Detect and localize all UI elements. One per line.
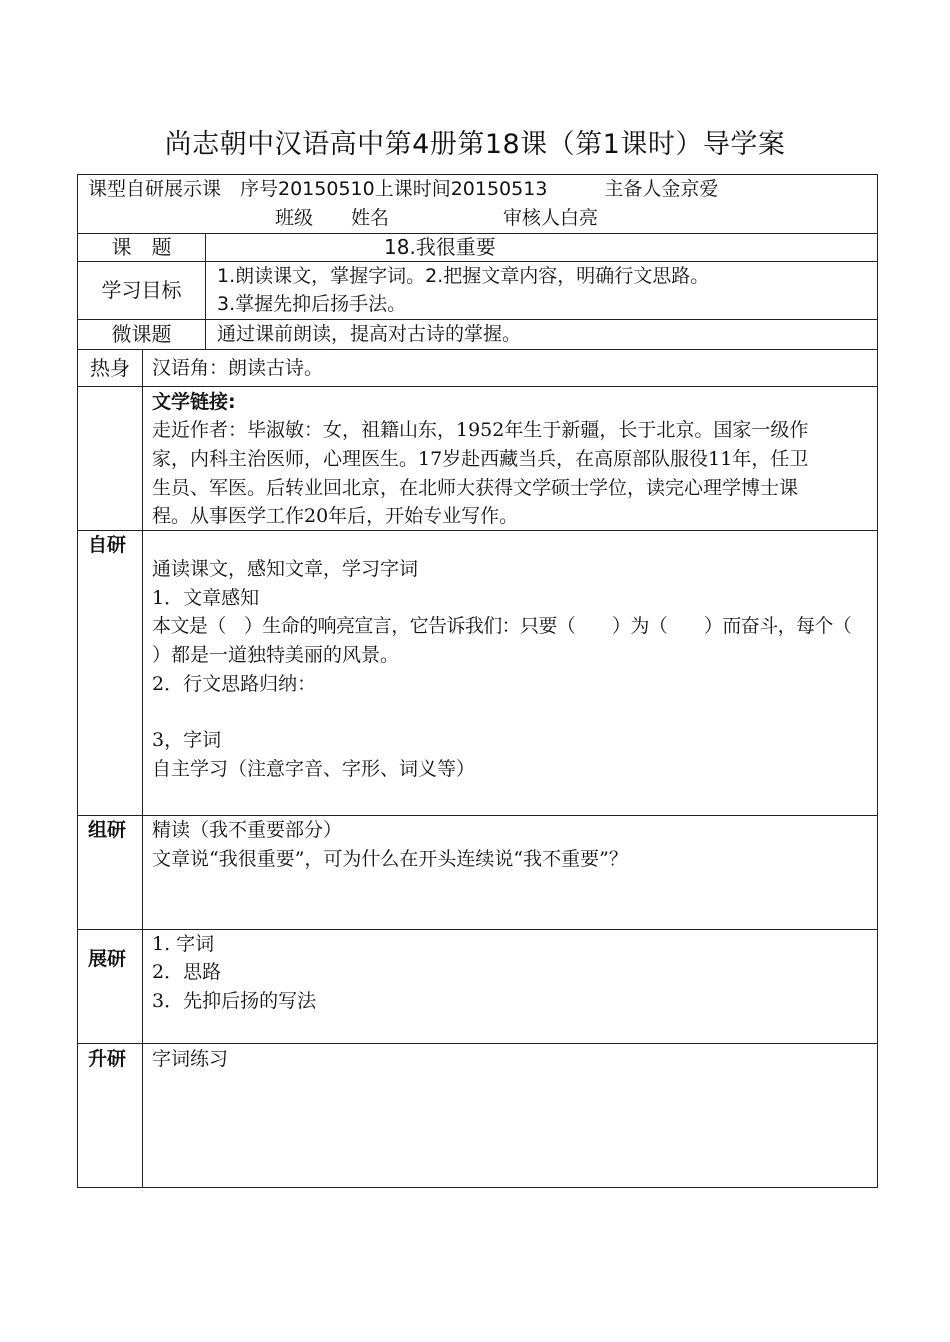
header-line-1: 课型自研展示课 序号20150510上课时间20150513 主备人金京爱 <box>88 178 719 200</box>
self-study-item-2: 2．行文思路归纳： <box>152 673 317 695</box>
self-study-label: 自研 <box>88 534 127 556</box>
row-divider <box>77 386 878 387</box>
warmup-text: 汉语角：朗读古诗。 <box>152 357 324 379</box>
table-border-bottom <box>77 1187 878 1188</box>
self-study-intro: 通读课文，感知文章，学习字词 <box>152 558 419 580</box>
warmup-label: 热身 <box>90 356 130 380</box>
group-study-line-2: 文章说“我很重要”，可为什么在开头连续说“我不重要”？ <box>152 848 628 870</box>
self-study-item-3: 3，字词 <box>152 729 222 751</box>
self-study-item-3-text: 自主学习（注意字音、字形、词义等） <box>152 758 476 780</box>
row-divider <box>77 1043 878 1044</box>
goal-label: 学习目标 <box>101 278 182 302</box>
col-divider <box>205 233 206 349</box>
row-divider <box>77 349 878 350</box>
upgrade-study-text: 字词练习 <box>152 1048 229 1070</box>
header-line-2: 班级 姓名 审核人白亮 <box>275 207 599 229</box>
page-title: 尚志朝中汉语高中第4册第18课（第1课时）导学案 <box>164 129 786 160</box>
self-study-item-1-text-a: 本文是（ ）生命的响亮宣言，它告诉我们：只要（ ）为（ ）而奋斗，每个（ <box>152 615 852 637</box>
micro-label: 微课题 <box>111 322 172 346</box>
literature-heading: 文学链接: <box>152 391 236 413</box>
goal-line-1: 1.朗读课文，掌握字词。2.把握文章内容，明确行文思路。 <box>217 265 710 287</box>
literature-line-3: 生员、军医。后转业回北京，在北师大获得文学硕士学位，读完心理学博士课 <box>152 477 799 499</box>
literature-line-1: 走近作者：毕淑敏：女，祖籍山东，1952年生于新疆，长于北京。国家一级作 <box>152 419 809 441</box>
goal-line-2: 3.掌握先抑后扬手法。 <box>217 293 407 315</box>
literature-line-4: 程。从事医学工作20年后，开始专业写作。 <box>152 505 519 527</box>
literature-line-2: 家，内科主治医师，心理医生。17岁赴西藏当兵，在高原部队服役11年，任卫 <box>152 448 809 470</box>
show-study-item-3: 3．先抑后扬的写法 <box>152 990 317 1012</box>
topic-value: 18.我很重要 <box>384 235 496 259</box>
self-study-item-1-text-b: ）都是一道独特美丽的风景。 <box>152 644 400 666</box>
topic-label: 课 题 <box>111 235 172 259</box>
upgrade-study-label: 升研 <box>88 1048 127 1070</box>
table-border-right <box>877 174 878 1188</box>
micro-value: 通过课前朗读，提高对古诗的掌握。 <box>217 323 522 345</box>
col-divider <box>142 349 143 1188</box>
self-study-item-1: 1．文章感知 <box>152 587 260 609</box>
group-study-label: 组研 <box>88 819 127 841</box>
show-study-item-1: 1. 字词 <box>152 933 215 955</box>
show-study-label: 展研 <box>88 948 127 970</box>
group-study-line-1: 精读（我不重要部分） <box>152 819 343 841</box>
show-study-item-2: 2．思路 <box>152 961 222 983</box>
